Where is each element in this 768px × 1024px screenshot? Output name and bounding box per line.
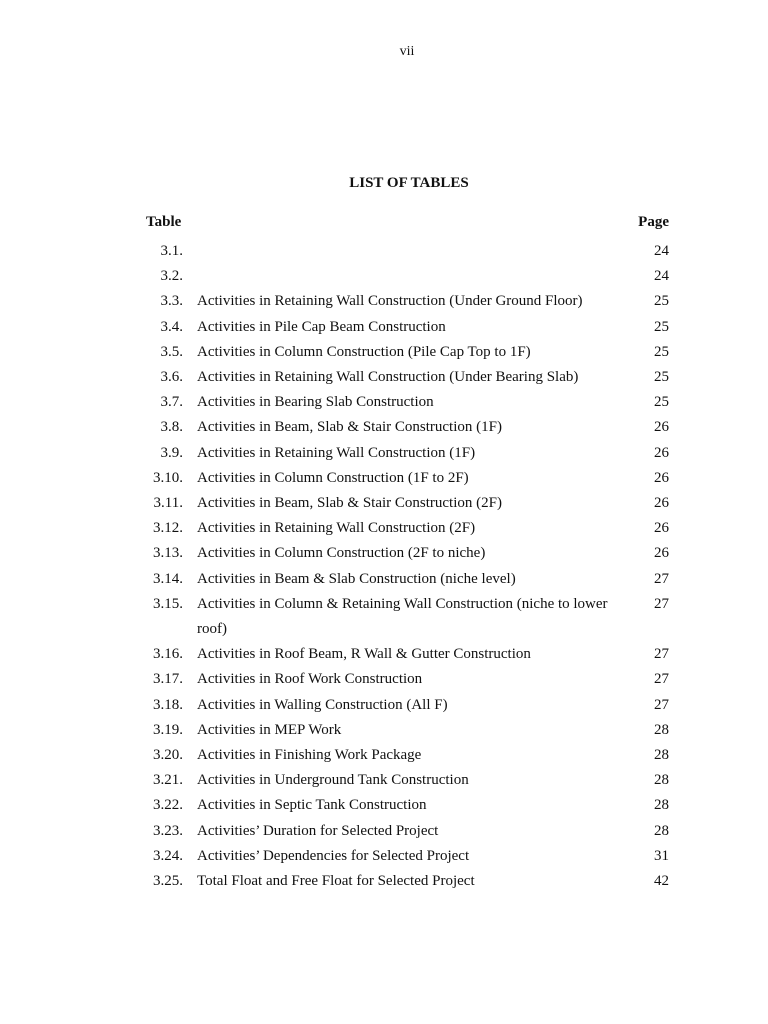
entry-page: 25 [654, 369, 669, 386]
entry-number: 3.2. [160, 268, 183, 285]
toc-entry[interactable] [140, 869, 669, 894]
entry-title: Activities in Retaining Wall Construction (Under Ground Floor) [197, 293, 583, 310]
entry-number: 3.8. [160, 419, 183, 436]
entry-number: 3.7. [160, 394, 183, 411]
entry-number: 3.11. [153, 495, 183, 512]
entry-page: 26 [654, 545, 669, 562]
entry-number: 3.1. [160, 243, 183, 259]
entry-title: Activities’ Dependencies for Selected Project [197, 847, 470, 864]
entry-title: Activities in Column Construction (Pile Cap Top to 1F) [197, 343, 531, 360]
entry-number: 3.19. [153, 721, 183, 738]
entry-title: Activities in Column Construction (2F to niche) [197, 545, 486, 562]
entry-number: 3.6. [160, 369, 183, 386]
toc-entry[interactable] [140, 693, 669, 718]
entry-page: 26 [654, 495, 669, 512]
entry-number: 3.14. [153, 570, 183, 587]
entry-title: Activities in Finishing Work Package [197, 747, 422, 764]
entry-number: 3.10. [153, 469, 183, 486]
toc-entry[interactable] [140, 491, 669, 516]
entry-page: 27 [654, 570, 669, 587]
toc-entry[interactable] [140, 667, 669, 692]
toc-entry[interactable] [140, 567, 669, 592]
entry-title: Total Float and Free Float for Selected Project [197, 873, 475, 890]
entry-page: 28 [654, 772, 669, 789]
entry-page: 27 [654, 646, 669, 663]
page-number: vii [399, 44, 415, 59]
toc-list [140, 239, 669, 894]
toc-entry[interactable] [140, 844, 669, 869]
entry-page: 27 [654, 671, 669, 688]
toc-entry[interactable] [140, 340, 669, 365]
toc-entry[interactable] [140, 743, 669, 768]
entry-page: 28 [654, 721, 669, 738]
entry-title: Activities in MEP Work [197, 721, 342, 738]
entry-title: Activities in Underground Tank Construction [197, 772, 469, 789]
entry-title: Activities in Beam & Slab Construction (niche level) [197, 570, 516, 587]
entry-number: 3.20. [153, 747, 183, 764]
entry-page: 42 [654, 873, 669, 890]
entry-title: Activities in Retaining Wall Construction (Under Bearing Slab) [197, 369, 579, 386]
table-column-header: Table [146, 214, 182, 230]
entry-number: 3.13. [153, 545, 183, 562]
toc-entry[interactable] [140, 289, 669, 314]
page-column-header: Page [638, 214, 669, 230]
entry-title: Activities in Retaining Wall Construction (2F) [197, 520, 476, 537]
entry-page: 26 [654, 444, 669, 461]
toc-entry[interactable] [140, 768, 669, 793]
toc-entry[interactable] [140, 264, 669, 289]
entry-page: 28 [654, 747, 669, 764]
entry-number: 3.22. [153, 797, 183, 814]
entry-title: Activities in Pile Cap Beam Construction [197, 318, 446, 335]
entry-number: 3.3. [160, 293, 183, 310]
entry-number: 3.12. [153, 520, 183, 537]
entry-page: 26 [654, 469, 669, 486]
entry-number: 3.16. [153, 646, 183, 663]
toc-entry[interactable] [140, 516, 669, 541]
entry-page: 25 [654, 394, 669, 411]
toc-entry[interactable] [140, 793, 669, 818]
toc-header [140, 214, 669, 232]
toc-entry[interactable] [140, 592, 669, 642]
entry-page: 24 [654, 268, 669, 285]
entry-page: 26 [654, 520, 669, 537]
entry-page: 25 [654, 318, 669, 335]
entry-page: 26 [654, 419, 669, 436]
entry-page: 27 [654, 696, 669, 713]
toc-entry[interactable] [140, 718, 669, 743]
toc-entry[interactable] [140, 441, 669, 466]
entry-page: 28 [654, 797, 669, 814]
entry-title: Activities in Bearing Slab Construction [197, 394, 434, 411]
entry-number: 3.23. [153, 822, 183, 839]
toc-entry[interactable] [140, 415, 669, 440]
toc-entry[interactable] [140, 365, 669, 390]
entry-number: 3.15. [153, 595, 183, 612]
entry-page: 31 [654, 847, 669, 864]
entry-number: 3.24. [153, 847, 183, 864]
entry-page: 24 [654, 243, 669, 259]
entry-number: 3.17. [153, 671, 183, 688]
entry-number: 3.4. [160, 318, 183, 335]
entry-title: Activities in Beam, Slab & Stair Construction (2F) [197, 495, 502, 512]
toc-entry[interactable] [140, 239, 669, 264]
toc-entry[interactable] [140, 642, 669, 667]
entry-title: Activities in Roof Work Construction [197, 671, 423, 688]
entry-number: 3.21. [153, 772, 183, 789]
toc-entry[interactable] [140, 541, 669, 566]
toc-entry[interactable] [140, 390, 669, 415]
entry-page: 27 [654, 595, 669, 612]
entry-title: Activities in Column Construction (1F to 2F) [197, 469, 469, 486]
entry-number: 3.5. [160, 343, 183, 360]
entry-title: Activities in Septic Tank Construction [197, 797, 427, 814]
entry-number: 3.9. [160, 444, 183, 461]
entry-title: Activities in Beam, Slab & Stair Construction (1F) [197, 419, 502, 436]
entry-title: Activities in Retaining Wall Construction (1F) [197, 444, 476, 461]
toc-entry[interactable] [140, 466, 669, 491]
toc-entry[interactable] [140, 315, 669, 340]
entry-number: 3.25. [153, 873, 183, 890]
entry-title: Activities in Column & Retaining Wall Construction (niche to lower roof) [197, 595, 608, 638]
entry-title: Activities in Roof Beam, R Wall & Gutter Construction [197, 646, 531, 663]
entry-title: Activities in Walling Construction (All F) [197, 696, 448, 713]
entry-title: Activities’ Duration for Selected Project [197, 822, 439, 839]
entry-number: 3.18. [153, 696, 183, 713]
list-title: LIST OF TABLES [349, 175, 469, 191]
toc-entry[interactable] [140, 819, 669, 844]
entry-page: 28 [654, 822, 669, 839]
entry-page: 25 [654, 293, 669, 310]
entry-page: 25 [654, 343, 669, 360]
